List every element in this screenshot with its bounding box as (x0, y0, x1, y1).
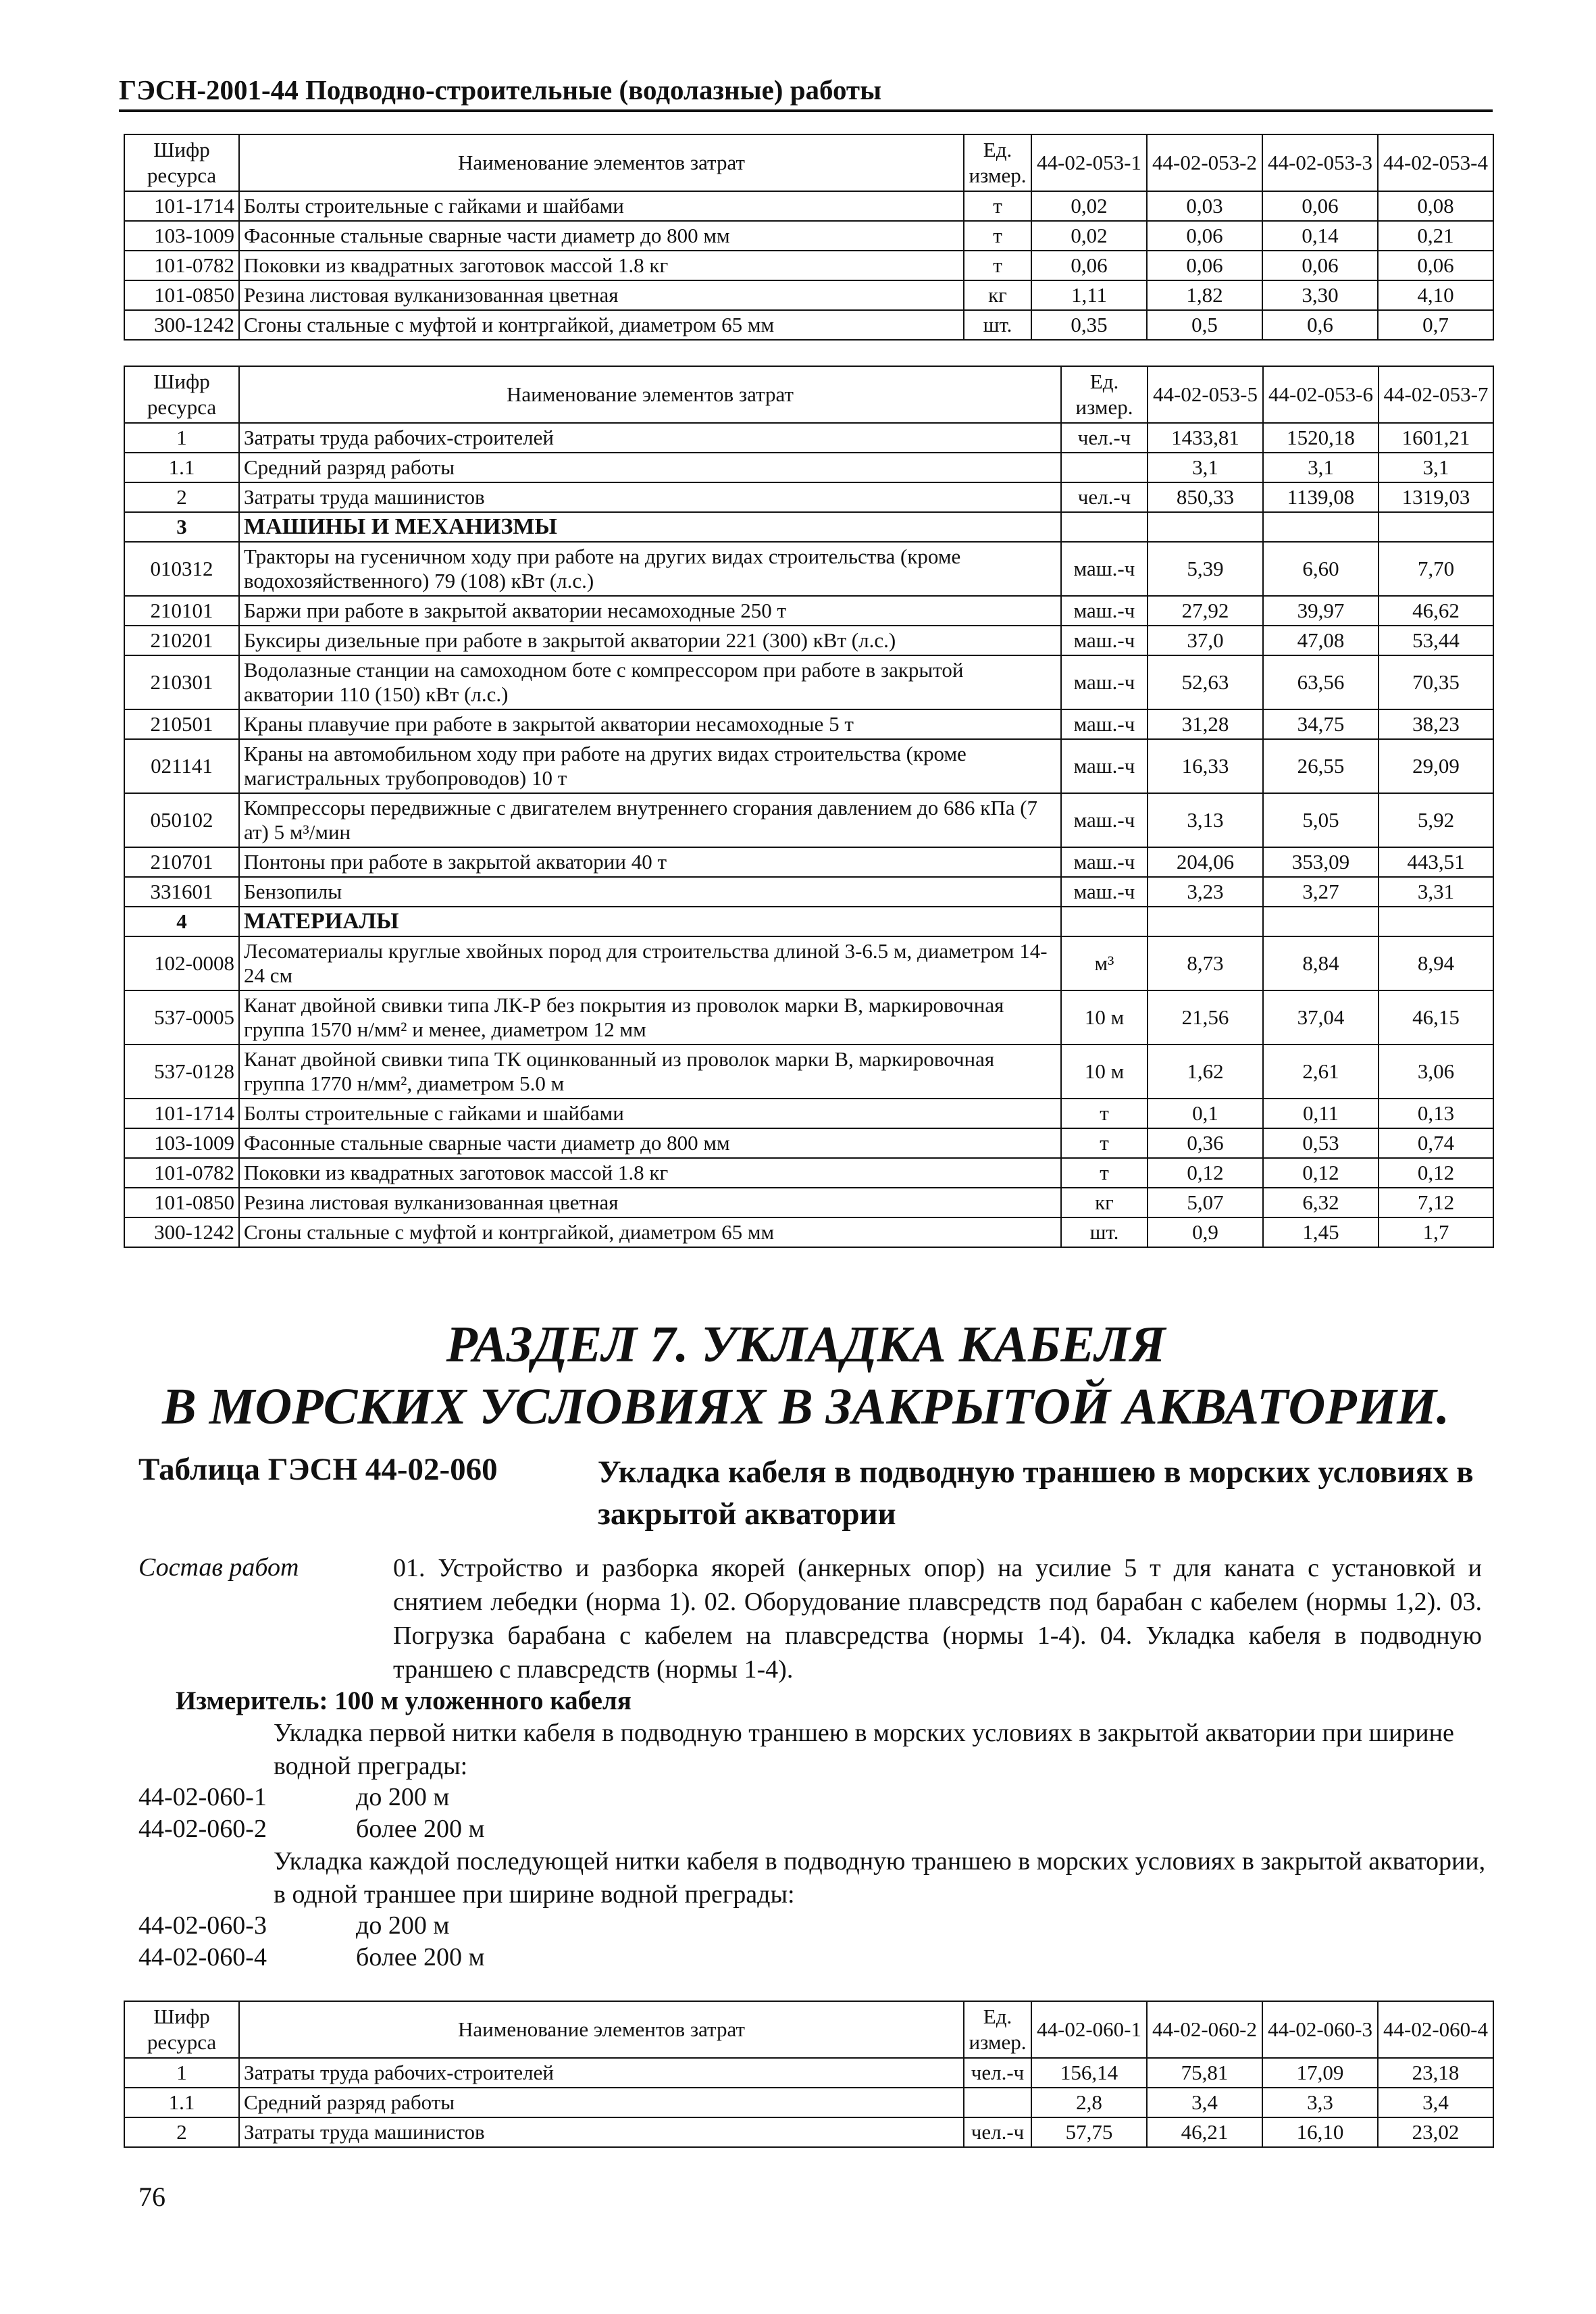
column-header: 44-02-053-2 (1147, 134, 1262, 191)
resource-name-cell: Понтоны при работе в закрытой акватории 40 т (239, 847, 1061, 877)
value-cell: 31,28 (1148, 709, 1263, 739)
unit-cell (1061, 453, 1148, 482)
table-row (124, 453, 1493, 482)
value-cell: 0,06 (1378, 251, 1493, 280)
resource-code-cell: 210501 (124, 709, 239, 739)
table-row (124, 2088, 1493, 2117)
table-row (124, 655, 1493, 709)
unit-cell: чел.-ч (1061, 423, 1148, 453)
table-row (124, 877, 1493, 907)
resource-name-cell: Сгоны стальные с муфтой и контргайкой, диаметром 65 мм (239, 1217, 1061, 1247)
resource-name-cell: Затраты труда машинистов (239, 2117, 964, 2147)
value-cell: 0,12 (1263, 1158, 1379, 1188)
value-cell: 443,51 (1379, 847, 1493, 877)
value-cell: 3,30 (1262, 280, 1378, 310)
resource-code-cell: 010312 (124, 542, 239, 596)
norm-code: 44-02-060-4 (138, 1943, 267, 1971)
unit-cell: т (964, 251, 1031, 280)
value-cell: 1520,18 (1263, 423, 1379, 453)
resource-name-cell: Канат двойной свивки типа ТК оцинкованный из проволок марки В, маркировочная группа 1770 н/мм², диаметром 5.0 м (239, 1045, 1061, 1099)
value-cell: 0,9 (1148, 1217, 1263, 1247)
value-cell: 0,7 (1378, 310, 1493, 340)
value-cell: 53,44 (1379, 626, 1493, 655)
value-cell: 23,18 (1378, 2058, 1493, 2088)
value-cell: 39,97 (1263, 596, 1379, 626)
resource-name-cell: Затраты труда рабочих-строителей (239, 423, 1061, 453)
resource-name-cell: Баржи при работе в закрытой акватории несамоходные 250 т (239, 596, 1061, 626)
value-cell: 6,60 (1263, 542, 1379, 596)
value-cell: 37,0 (1148, 626, 1263, 655)
resource-code-cell: 4 (124, 907, 239, 936)
unit-cell: шт. (1061, 1217, 1148, 1247)
column-header: Ед. измер. (964, 2001, 1031, 2058)
resource-code-cell: 101-1714 (124, 191, 239, 221)
resource-code-cell: 101-0850 (124, 280, 239, 310)
table-row (124, 251, 1493, 280)
value-cell (1263, 907, 1379, 936)
resource-code-cell: 103-1009 (124, 1128, 239, 1158)
resource-code-cell: 101-1714 (124, 1099, 239, 1128)
table-row (124, 423, 1493, 453)
column-header: Наименование элементов затрат (239, 366, 1061, 423)
unit-cell: 10 м (1061, 990, 1148, 1045)
table-row (124, 2117, 1493, 2147)
unit-cell: т (1061, 1128, 1148, 1158)
unit-cell: маш.-ч (1061, 596, 1148, 626)
value-cell: 0,36 (1148, 1128, 1263, 1158)
table-header-row (124, 134, 1493, 191)
table-row (124, 739, 1493, 793)
resource-name-cell: Болты строительные с гайками и шайбами (239, 191, 964, 221)
resource-code-cell: 1.1 (124, 453, 239, 482)
unit-cell: маш.-ч (1061, 847, 1148, 877)
resource-code-cell: 2 (124, 2117, 239, 2147)
resource-name-cell: Водолазные станции на самоходном боте с компрессором при работе в закрытой акватории 110 (150) кВт (л.с.) (239, 655, 1061, 709)
value-cell: 5,92 (1379, 793, 1493, 847)
value-cell (1148, 512, 1263, 542)
value-cell: 3,06 (1379, 1045, 1493, 1099)
resource-name-cell: Резина листовая вулканизованная цветная (239, 280, 964, 310)
resource-code-cell: 1.1 (124, 2088, 239, 2117)
resource-name-cell: Резина листовая вулканизованная цветная (239, 1188, 1061, 1217)
column-header: 44-02-053-7 (1379, 366, 1493, 423)
value-cell: 4,10 (1378, 280, 1493, 310)
resource-code-cell: 300-1242 (124, 1217, 239, 1247)
column-header: 44-02-053-5 (1148, 366, 1263, 423)
value-cell: 0,14 (1262, 221, 1378, 251)
unit-cell: маш.-ч (1061, 709, 1148, 739)
norm-item (138, 1942, 485, 1973)
value-cell: 0,21 (1378, 221, 1493, 251)
resource-name-cell: Поковки из квадратных заготовок массой 1.8 кг (239, 251, 964, 280)
norm-group-description-2: Укладка каждой последующей нитки кабеля в подводную траншею в морских условиях в закрытой акватории, в одной траншее при ширине водной преграды: (274, 1847, 1486, 1909)
resource-name-cell: Поковки из квадратных заготовок массой 1.8 кг (239, 1158, 1061, 1188)
value-cell: 16,33 (1148, 739, 1263, 793)
unit-cell: чел.-ч (964, 2117, 1031, 2147)
value-cell: 6,32 (1263, 1188, 1379, 1217)
value-cell: 7,12 (1379, 1188, 1493, 1217)
value-cell: 5,07 (1148, 1188, 1263, 1217)
value-cell: 0,53 (1263, 1128, 1379, 1158)
value-cell: 34,75 (1263, 709, 1379, 739)
norm-item (138, 1813, 485, 1844)
value-cell: 52,63 (1148, 655, 1263, 709)
value-cell: 0,02 (1031, 191, 1147, 221)
section-title-line-1: РАЗДЕЛ 7. УКЛАДКА КАБЕЛЯ (446, 1316, 1166, 1373)
value-cell: 0,06 (1147, 221, 1262, 251)
table-row (124, 793, 1493, 847)
value-cell: 0,08 (1378, 191, 1493, 221)
table-label: Таблица ГЭСН 44-02-060 (138, 1452, 498, 1487)
value-cell: 8,84 (1263, 936, 1379, 990)
value-cell: 1,7 (1379, 1217, 1493, 1247)
resource-code-cell: 102-0008 (124, 936, 239, 990)
running-header: ГЭСН-2001-44 Подводно-строительные (водолазные) работы (119, 73, 1493, 112)
resource-code-cell: 103-1009 (124, 221, 239, 251)
value-cell: 5,39 (1148, 542, 1263, 596)
resource-code-cell: 1 (124, 2058, 239, 2088)
norm-group-description-1: Укладка первой нитки кабеля в подводную траншею в морских условиях в закрытой акватории при ширине водной преграды: (274, 1719, 1454, 1780)
resource-code-cell: 1 (124, 423, 239, 453)
resource-name-cell: Бензопилы (239, 877, 1061, 907)
value-cell: 3,4 (1378, 2088, 1493, 2117)
value-cell: 3,13 (1148, 793, 1263, 847)
value-cell: 3,1 (1379, 453, 1493, 482)
resource-name-cell: Средний разряд работы (239, 2088, 964, 2117)
value-cell: 0,06 (1147, 251, 1262, 280)
value-cell: 353,09 (1263, 847, 1379, 877)
norm-code: 44-02-060-3 (138, 1911, 267, 1940)
table-row (124, 1045, 1493, 1099)
resource-name-cell: Затраты труда машинистов (239, 482, 1061, 512)
value-cell: 1,82 (1147, 280, 1262, 310)
value-cell: 1,11 (1031, 280, 1147, 310)
column-header: Шифр ресурса (124, 366, 239, 423)
value-cell: 1139,08 (1263, 482, 1379, 512)
unit-cell (964, 2088, 1031, 2117)
value-cell: 37,04 (1263, 990, 1379, 1045)
unit-cell: маш.-ч (1061, 739, 1148, 793)
table-row (124, 1158, 1493, 1188)
resource-name-cell: Канат двойной свивки типа ЛК-Р без покрытия из проволок марки В, маркировочная группа 1570 н/мм² и менее, диаметром 12 мм (239, 990, 1061, 1045)
table-row (124, 512, 1493, 542)
table-row (124, 221, 1493, 251)
resource-code-cell: 210301 (124, 655, 239, 709)
value-cell: 8,73 (1148, 936, 1263, 990)
value-cell: 0,06 (1031, 251, 1147, 280)
unit-cell: маш.-ч (1061, 793, 1148, 847)
value-cell: 3,31 (1379, 877, 1493, 907)
value-cell: 3,3 (1262, 2088, 1378, 2117)
norm-item (138, 1910, 449, 1941)
value-cell: 0,6 (1262, 310, 1378, 340)
resource-code-cell: 210201 (124, 626, 239, 655)
page-number: 76 (138, 2182, 165, 2212)
value-cell: 1601,21 (1379, 423, 1493, 453)
value-cell: 29,09 (1379, 739, 1493, 793)
value-cell: 0,35 (1031, 310, 1147, 340)
value-cell: 46,15 (1379, 990, 1493, 1045)
table-row (124, 310, 1493, 340)
value-cell: 0,06 (1262, 251, 1378, 280)
resource-table-053-5-7 (124, 366, 1494, 1248)
value-cell: 0,03 (1147, 191, 1262, 221)
value-cell: 0,11 (1263, 1099, 1379, 1128)
value-cell: 46,21 (1147, 2117, 1262, 2147)
value-cell: 38,23 (1379, 709, 1493, 739)
value-cell: 204,06 (1148, 847, 1263, 877)
table-row (124, 1217, 1493, 1247)
column-header: 44-02-060-2 (1147, 2001, 1262, 2058)
unit-cell: т (1061, 1099, 1148, 1128)
table-caption: Укладка кабеля в подводную траншею в морских условиях в закрытой акватории (598, 1455, 1474, 1532)
norm-item (138, 1782, 449, 1813)
value-cell: 0,06 (1262, 191, 1378, 221)
table-row (124, 191, 1493, 221)
resource-table-060 (124, 2001, 1494, 2148)
value-cell: 850,33 (1148, 482, 1263, 512)
unit-cell: 10 м (1061, 1045, 1148, 1099)
resource-name-cell: Краны на автомобильном ходу при работе на других видах строительства (кроме магистральных трубопроводов) 10 т (239, 739, 1061, 793)
unit-cell: маш.-ч (1061, 542, 1148, 596)
column-header: 44-02-060-4 (1378, 2001, 1493, 2058)
norm-text: более 200 м (356, 1815, 485, 1843)
resource-code-cell: 3 (124, 512, 239, 542)
resource-name-cell: Сгоны стальные с муфтой и контргайкой, диаметром 65 мм (239, 310, 964, 340)
unit-cell: маш.-ч (1061, 626, 1148, 655)
table-header-row (124, 366, 1493, 423)
unit-cell (1061, 907, 1148, 936)
unit-cell: кг (1061, 1188, 1148, 1217)
table-header-row (124, 2001, 1493, 2058)
value-cell: 2,61 (1263, 1045, 1379, 1099)
value-cell: 3,1 (1263, 453, 1379, 482)
unit-cell: т (964, 191, 1031, 221)
resource-name-cell: Затраты труда рабочих-строителей (239, 2058, 964, 2088)
table-row (124, 482, 1493, 512)
resource-code-cell: 210701 (124, 847, 239, 877)
norm-text: более 200 м (356, 1943, 485, 1971)
resource-name-cell: Болты строительные с гайками и шайбами (239, 1099, 1061, 1128)
value-cell: 63,56 (1263, 655, 1379, 709)
value-cell: 75,81 (1147, 2058, 1262, 2088)
table-row (124, 596, 1493, 626)
unit-cell: м³ (1061, 936, 1148, 990)
value-cell: 1319,03 (1379, 482, 1493, 512)
resource-name-cell: Тракторы на гусеничном ходу при работе на других видах строительства (кроме водохозяйственного) 79 (108) кВт (л.с.) (239, 542, 1061, 596)
value-cell: 156,14 (1031, 2058, 1147, 2088)
value-cell: 3,27 (1263, 877, 1379, 907)
column-header: Ед. измер. (964, 134, 1031, 191)
resource-name-cell: МАТЕРИАЛЫ (239, 907, 1061, 936)
column-header: 44-02-060-1 (1031, 2001, 1147, 2058)
value-cell: 3,4 (1147, 2088, 1262, 2117)
unit-cell: маш.-ч (1061, 655, 1148, 709)
norm-text: до 200 м (356, 1783, 450, 1811)
value-cell: 70,35 (1379, 655, 1493, 709)
unit-cell: маш.-ч (1061, 877, 1148, 907)
table-row (124, 1099, 1493, 1128)
value-cell: 17,09 (1262, 2058, 1378, 2088)
value-cell: 1,45 (1263, 1217, 1379, 1247)
value-cell: 23,02 (1378, 2117, 1493, 2147)
resource-name-cell: Фасонные стальные сварные части диаметр до 800 мм (239, 1128, 1061, 1158)
value-cell: 8,94 (1379, 936, 1493, 990)
resource-code-cell: 101-0782 (124, 1158, 239, 1188)
resource-name-cell: Фасонные стальные сварные части диаметр до 800 мм (239, 221, 964, 251)
table-row (124, 1128, 1493, 1158)
norm-text: до 200 м (356, 1911, 450, 1940)
table-row (124, 936, 1493, 990)
table-row (124, 280, 1493, 310)
table-row (124, 1188, 1493, 1217)
resource-code-cell: 210101 (124, 596, 239, 626)
value-cell: 7,70 (1379, 542, 1493, 596)
value-cell (1379, 512, 1493, 542)
resource-code-cell: 300-1242 (124, 310, 239, 340)
value-cell: 2,8 (1031, 2088, 1147, 2117)
table-row (124, 990, 1493, 1045)
value-cell: 47,08 (1263, 626, 1379, 655)
table-row (124, 626, 1493, 655)
column-header: 44-02-053-1 (1031, 134, 1147, 191)
column-header: Шифр ресурса (124, 134, 239, 191)
value-cell: 16,10 (1262, 2117, 1378, 2147)
column-header: Шифр ресурса (124, 2001, 239, 2058)
value-cell: 0,5 (1147, 310, 1262, 340)
value-cell (1148, 907, 1263, 936)
resource-code-cell: 537-0128 (124, 1045, 239, 1099)
value-cell: 21,56 (1148, 990, 1263, 1045)
value-cell: 0,02 (1031, 221, 1147, 251)
resource-code-cell: 537-0005 (124, 990, 239, 1045)
unit-cell (1061, 512, 1148, 542)
section-title-line-2: В МОРСКИХ УСЛОВИЯХ В ЗАКРЫТОЙ АКВАТОРИИ. (162, 1378, 1449, 1435)
resource-table-053-1-4 (124, 134, 1494, 341)
composition-text: 01. Устройство и разборка якорей (анкерных опор) на усилие 5 т для каната с установкой и снятием лебедки (норма 1). 02. Оборудование плавсредств под барабан с кабелем (нормы 1,2). 03. Погрузка барабана с кабелем на плавсредства (нормы 1-4). 04. Укладка кабеля в подводную траншею с плавсредств (нормы 1-4). (393, 1554, 1482, 1684)
column-header: 44-02-060-3 (1262, 2001, 1378, 2058)
unit-cell: чел.-ч (1061, 482, 1148, 512)
value-cell: 57,75 (1031, 2117, 1147, 2147)
composition-label: Состав работ (138, 1553, 299, 1582)
value-cell (1263, 512, 1379, 542)
table-row (124, 2058, 1493, 2088)
table-row (124, 847, 1493, 877)
resource-name-cell: МАШИНЫ И МЕХАНИЗМЫ (239, 512, 1061, 542)
column-header: Наименование элементов затрат (239, 134, 964, 191)
resource-code-cell: 021141 (124, 739, 239, 793)
value-cell (1379, 907, 1493, 936)
resource-code-cell: 101-0850 (124, 1188, 239, 1217)
unit-cell: кг (964, 280, 1031, 310)
table-row (124, 709, 1493, 739)
value-cell: 0,12 (1148, 1158, 1263, 1188)
unit-cell: чел.-ч (964, 2058, 1031, 2088)
resource-name-cell: Краны плавучие при работе в закрытой акватории несамоходные 5 т (239, 709, 1061, 739)
resource-code-cell: 050102 (124, 793, 239, 847)
value-cell: 0,1 (1148, 1099, 1263, 1128)
norm-code: 44-02-060-2 (138, 1815, 267, 1843)
column-header: 44-02-053-3 (1262, 134, 1378, 191)
value-cell: 5,05 (1263, 793, 1379, 847)
value-cell: 26,55 (1263, 739, 1379, 793)
resource-name-cell: Средний разряд работы (239, 453, 1061, 482)
resource-code-cell: 2 (124, 482, 239, 512)
value-cell: 1,62 (1148, 1045, 1263, 1099)
column-header: 44-02-053-6 (1263, 366, 1379, 423)
value-cell: 3,1 (1148, 453, 1263, 482)
unit-cell: т (1061, 1158, 1148, 1188)
value-cell: 1433,81 (1148, 423, 1263, 453)
resource-code-cell: 101-0782 (124, 251, 239, 280)
resource-name-cell: Буксиры дизельные при работе в закрытой акватории 221 (300) кВт (л.с.) (239, 626, 1061, 655)
column-header: 44-02-053-4 (1378, 134, 1493, 191)
unit-cell: т (964, 221, 1031, 251)
value-cell: 3,23 (1148, 877, 1263, 907)
value-cell: 0,13 (1379, 1099, 1493, 1128)
column-header: Наименование элементов затрат (239, 2001, 964, 2058)
value-cell: 0,12 (1379, 1158, 1493, 1188)
value-cell: 46,62 (1379, 596, 1493, 626)
resource-name-cell: Компрессоры передвижные с двигателем внутреннего сгорания давлением до 686 кПа (7 ат) 5 м³/мин (239, 793, 1061, 847)
unit-cell: шт. (964, 310, 1031, 340)
value-cell: 27,92 (1148, 596, 1263, 626)
column-header: Ед. измер. (1061, 366, 1148, 423)
table-row (124, 907, 1493, 936)
measurement-unit: Измеритель: 100 м уложенного кабеля (176, 1686, 632, 1715)
resource-code-cell: 331601 (124, 877, 239, 907)
norm-code: 44-02-060-1 (138, 1783, 267, 1811)
table-row (124, 542, 1493, 596)
value-cell: 0,74 (1379, 1128, 1493, 1158)
resource-name-cell: Лесоматериалы круглые хвойных пород для строительства длиной 3-6.5 м, диаметром 14-24 см (239, 936, 1061, 990)
